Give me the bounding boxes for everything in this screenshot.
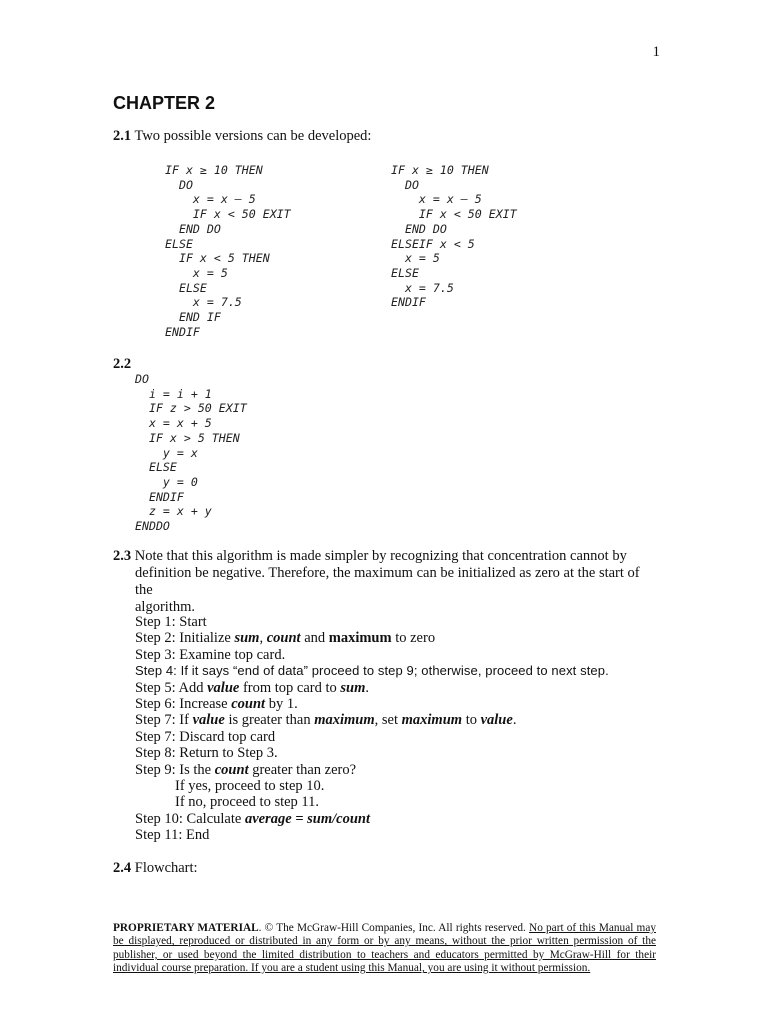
- step-7-text: Step 7: If: [135, 712, 193, 729]
- step-7-mid: is greater than: [224, 712, 315, 729]
- step-10: [135, 811, 609, 827]
- step-9: [135, 762, 609, 778]
- step-3: Step 3: Examine top card.: [135, 646, 286, 663]
- step-8: Step 8: Return to Step 3.: [135, 745, 278, 762]
- step-6-text: Step 6: Increase: [135, 696, 232, 713]
- term-count: count: [231, 696, 266, 713]
- term-maximum: maximum: [314, 712, 375, 729]
- step-9-yes: If yes, proceed to step 10.: [175, 778, 325, 795]
- step-7: [135, 712, 609, 728]
- algorithm-steps: [135, 614, 609, 844]
- step-7-end: .: [512, 712, 517, 729]
- section-2-1-intro: [113, 128, 371, 145]
- step-6-end: by 1.: [265, 696, 298, 713]
- section-2-2-number: 2.2: [113, 356, 132, 372]
- code-version-1: IF x ≥ 10 THEN DO x = x – 5 IF x < 50 EXIT END DO ELSE IF x < 5 THEN x = 5 ELSE x = 7.5 END IF ENDIF: [165, 163, 291, 339]
- step-11: Step 11: End: [135, 827, 210, 844]
- term-maximum: maximum: [401, 712, 463, 729]
- step-2-sep: ,: [259, 630, 267, 647]
- code-section-2-2: DO i = i + 1 IF z > 50 EXIT x = x + 5 IF x > 5 THEN y = x ELSE y = 0 ENDIF z = x + y ENDDO: [135, 372, 247, 534]
- step-7-discard: Step 7: Discard top card: [135, 728, 276, 745]
- step-10-text: Step 10: Calculate: [135, 810, 245, 827]
- section-2-2-heading: [113, 356, 131, 373]
- term-value: value: [192, 712, 225, 729]
- section-2-1-number: 2.1: [113, 128, 132, 144]
- step-5: [135, 680, 609, 696]
- term-count: count: [266, 630, 301, 647]
- step-5-text: Step 5: Add: [135, 679, 208, 696]
- proprietary-label: PROPRIETARY MATERIAL: [113, 922, 259, 934]
- page-number: 1: [652, 44, 660, 60]
- step-5-end: .: [365, 679, 370, 696]
- step-5-mid: from top card to: [239, 679, 341, 696]
- permission-notice: No part of this Manual may be displayed, reproduced or distributed in any form or by any means, without the prior written permission of the publisher, or used beyond the limited distribution to teachers and educators permitted by McGraw-Hill for their individual course preparation. If you are a student using this Manual, you are using it without permission.: [113, 922, 656, 975]
- step-2-end: to zero: [391, 630, 436, 647]
- section-2-3-paragraph: [113, 548, 653, 616]
- term-sum: sum: [234, 630, 260, 647]
- step-4: Step 4: If it says “end of data” proceed to step 9; otherwise, proceed to next step.: [135, 663, 609, 679]
- step-9-end: greater than zero?: [248, 761, 357, 778]
- term-value: value: [207, 679, 240, 696]
- code-version-2: IF x ≥ 10 THEN DO x = x – 5 IF x < 50 EXIT END DO ELSEIF x < 5 x = 5 ELSE x = 7.5 ENDIF: [391, 163, 517, 310]
- step-2-text: Step 2: Initialize: [135, 630, 235, 647]
- term-average-formula: average = sum/count: [244, 810, 371, 827]
- step-7-to: to: [462, 712, 481, 729]
- section-2-1-text: Two possible versions can be developed:: [131, 128, 372, 144]
- section-2-3-number: 2.3: [113, 548, 132, 564]
- section-2-3-line-3: algorithm.: [135, 599, 196, 615]
- section-2-3-line-2: definition be negative. Therefore, the maximum can be initialized as zero at the start of the: [135, 565, 640, 598]
- copyright-text: . © The McGraw-Hill Companies, Inc. All rights reserved.: [258, 922, 530, 934]
- section-2-3-text-1: Note that this algorithm is made simpler by recognizing that concentration cannot by: [131, 548, 627, 564]
- step-2-and: and: [300, 630, 329, 647]
- section-2-4-number: 2.4: [113, 860, 132, 876]
- step-6: [135, 696, 609, 712]
- step-9-text: Step 9: Is the: [135, 761, 215, 778]
- term-value: value: [480, 712, 513, 729]
- term-sum: sum: [340, 679, 366, 696]
- proprietary-notice: [113, 922, 656, 976]
- step-7-set: , set: [374, 712, 402, 729]
- section-2-4-text: Flowchart:: [131, 860, 198, 876]
- section-2-3-line-1: [113, 548, 653, 565]
- step-9-no: If no, proceed to step 11.: [175, 794, 320, 811]
- step-2: [135, 630, 609, 646]
- term-count: count: [214, 761, 249, 778]
- step-1: Step 1: Start: [135, 614, 207, 630]
- chapter-heading: CHAPTER 2: [113, 93, 216, 113]
- section-2-4-intro: [113, 860, 198, 877]
- term-maximum: maximum: [328, 630, 392, 647]
